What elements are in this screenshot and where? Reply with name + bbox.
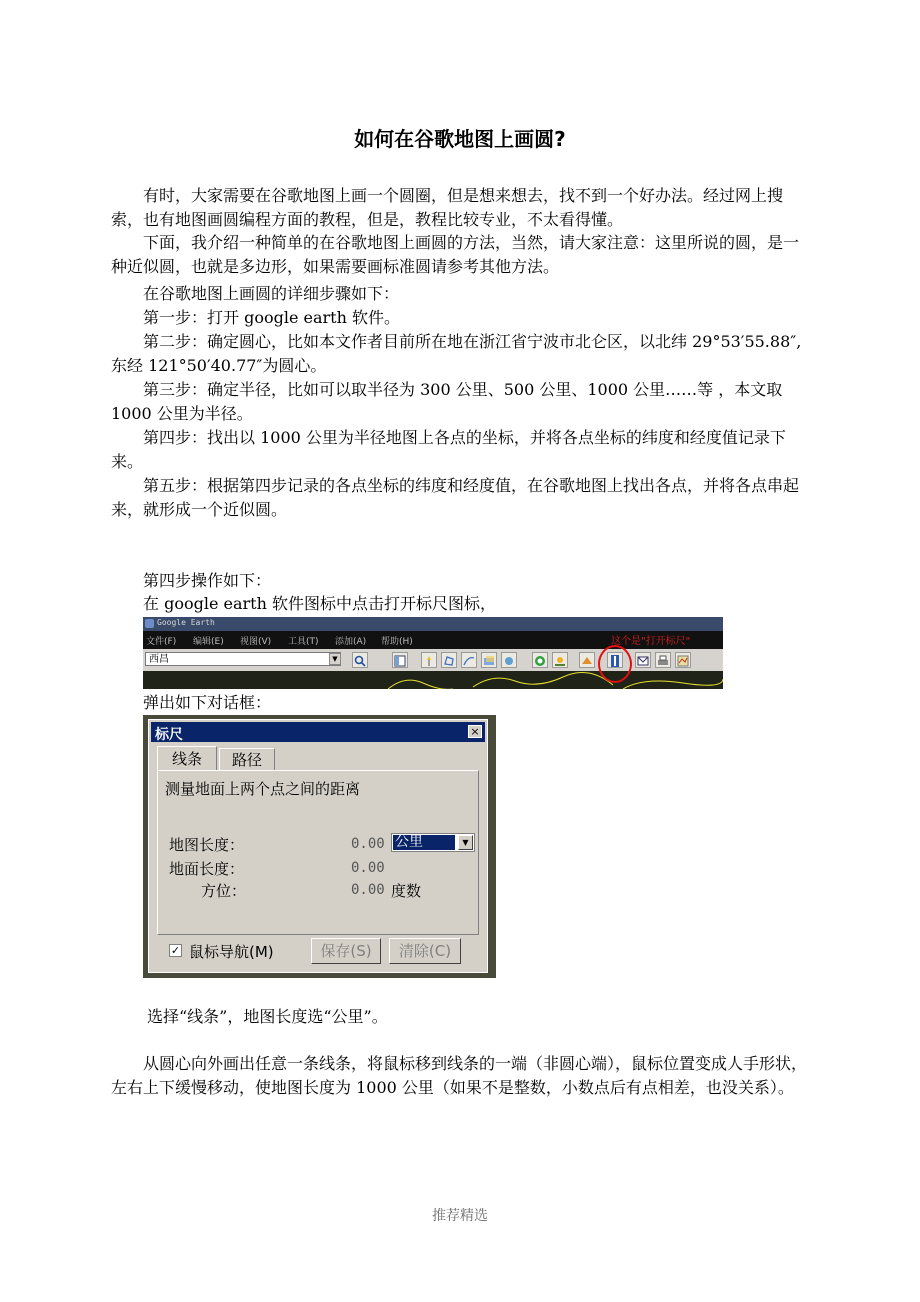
google-earth-logo-icon	[145, 619, 154, 628]
save-button[interactable]: 保存(S)	[311, 938, 381, 964]
ground-length-label: 地面长度：	[169, 860, 245, 878]
step-5: 第五步：根据第四步记录的各点坐标的纬度和经度值，在谷歌地图上找出各点，并将各点串起来，就形成一个近似圆。	[111, 476, 800, 519]
polygon-icon[interactable]	[441, 652, 457, 668]
record-tour-icon[interactable]	[501, 652, 517, 668]
ge-search-input[interactable]: 西昌	[145, 652, 341, 666]
historical-imagery-icon[interactable]	[532, 652, 548, 668]
step4-text: 在 google earth 软件图标中点击打开标尺图标，	[143, 594, 496, 613]
path-icon[interactable]	[461, 652, 477, 668]
unit-select-value: 公里	[393, 835, 455, 850]
print-icon[interactable]	[655, 652, 671, 668]
step-1: 第一步：打开 google earth 软件。	[143, 308, 400, 327]
ge-menu-view[interactable]: 视图(V)	[240, 637, 272, 647]
map-length-label: 地图长度：	[169, 836, 245, 854]
ge-menu-tools[interactable]: 工具(T)	[288, 637, 319, 647]
ge-window-title: Google Earth	[157, 618, 215, 627]
mouse-navigation-checkbox[interactable]: ✓	[170, 944, 181, 957]
chevron-down-icon[interactable]: ▼	[329, 653, 341, 665]
close-icon[interactable]: ×	[468, 725, 482, 738]
ruler-dialog	[148, 719, 488, 973]
image-overlay-icon[interactable]	[481, 652, 497, 668]
ge-menu-add[interactable]: 添加(A)	[335, 637, 367, 647]
ge-map-strip	[143, 671, 723, 689]
page-title: 如何在谷歌地图上画圆?	[354, 127, 566, 151]
mouse-navigation-label: 鼠标导航(M)	[189, 943, 274, 961]
popup-text: 弹出如下对话框：	[143, 693, 272, 712]
bearing-unit: 度数	[391, 882, 422, 900]
placemark-icon[interactable]	[421, 652, 437, 668]
ge-toolbar	[143, 649, 723, 671]
dialog-titlebar	[151, 722, 485, 742]
tab-path[interactable]: 路径	[219, 748, 275, 770]
ge-menu-help[interactable]: 帮助(H)	[381, 637, 413, 647]
ge-menu-file[interactable]: 文件(F)	[146, 637, 177, 647]
final-paragraph: 从圆心向外画出任意一条线条，将鼠标移到线条的一端（非圆心端），鼠标位置变成人手形状，左右上下缓慢移动，使地图长度为 1000 公里（如果不是整数，小数点后有点相差，也没关系）。	[111, 1054, 808, 1097]
clear-button[interactable]: 清除(C)	[389, 938, 461, 964]
tab-line[interactable]: 线条	[157, 746, 217, 770]
unit-select[interactable]	[391, 833, 475, 852]
instruction-text: 测量地面上两个点之间的距离	[165, 780, 361, 798]
bearing-label: 方位：	[201, 882, 247, 900]
chevron-down-icon[interactable]: ▼	[458, 835, 473, 850]
intro-paragraph-3: 在谷歌地图上画圆的详细步骤如下：	[143, 284, 400, 303]
planet-icon[interactable]	[579, 652, 595, 668]
bearing-value: 0.00	[351, 882, 385, 898]
ruler-annotation: 这个是"打开标尺"	[611, 636, 691, 647]
dialog-title: 标尺	[155, 727, 183, 743]
search-icon[interactable]	[352, 652, 368, 668]
map-length-value: 0.00	[351, 836, 385, 852]
step-4: 第四步：找出以 1000 公里为半径地图上各点的坐标，并将各点坐标的纬度和经度值记录下来。	[111, 428, 786, 471]
ruler-highlight-circle	[598, 645, 632, 683]
footer-text: 推荐精选	[432, 1208, 488, 1224]
step-3: 第三步：确定半径，比如可以取半径为 300 公里、500 公里、1000 公里……等 ，本文取 1000 公里为半径。	[111, 380, 783, 423]
step-2: 第二步：确定圆心，比如本文作者目前所在地在浙江省宁波市北仑区，以北纬 29°53′55.88″,东经 121°50′40.77″为圆心。	[111, 332, 802, 375]
step4-heading: 第四步操作如下：	[143, 571, 272, 590]
view-in-maps-icon[interactable]	[675, 652, 691, 668]
ge-menu-edit[interactable]: 编辑(E)	[193, 637, 224, 647]
email-icon[interactable]	[635, 652, 651, 668]
google-earth-toolbar-screenshot	[143, 617, 723, 689]
intro-paragraph-2: 下面，我介绍一种简单的在谷歌地图上画圆的方法，当然，请大家注意：这里所说的圆，是一种近似圆，也就是多边形，如果需要画标准圆请参考其他方法。	[111, 233, 800, 276]
sidebar-toggle-icon[interactable]	[392, 652, 408, 668]
ge-titlebar	[143, 617, 723, 631]
select-instruction: 选择“线条”，地图长度选“公里”。	[147, 1007, 388, 1026]
sunlight-icon[interactable]	[552, 652, 568, 668]
intro-paragraph-1: 有时，大家需要在谷歌地图上画一个圆圈，但是想来想去，找不到一个好办法。经过网上搜索，也有地图画圆编程方面的教程，但是，教程比较专业，不太看得懂。	[111, 186, 784, 229]
ground-length-value: 0.00	[351, 860, 385, 876]
